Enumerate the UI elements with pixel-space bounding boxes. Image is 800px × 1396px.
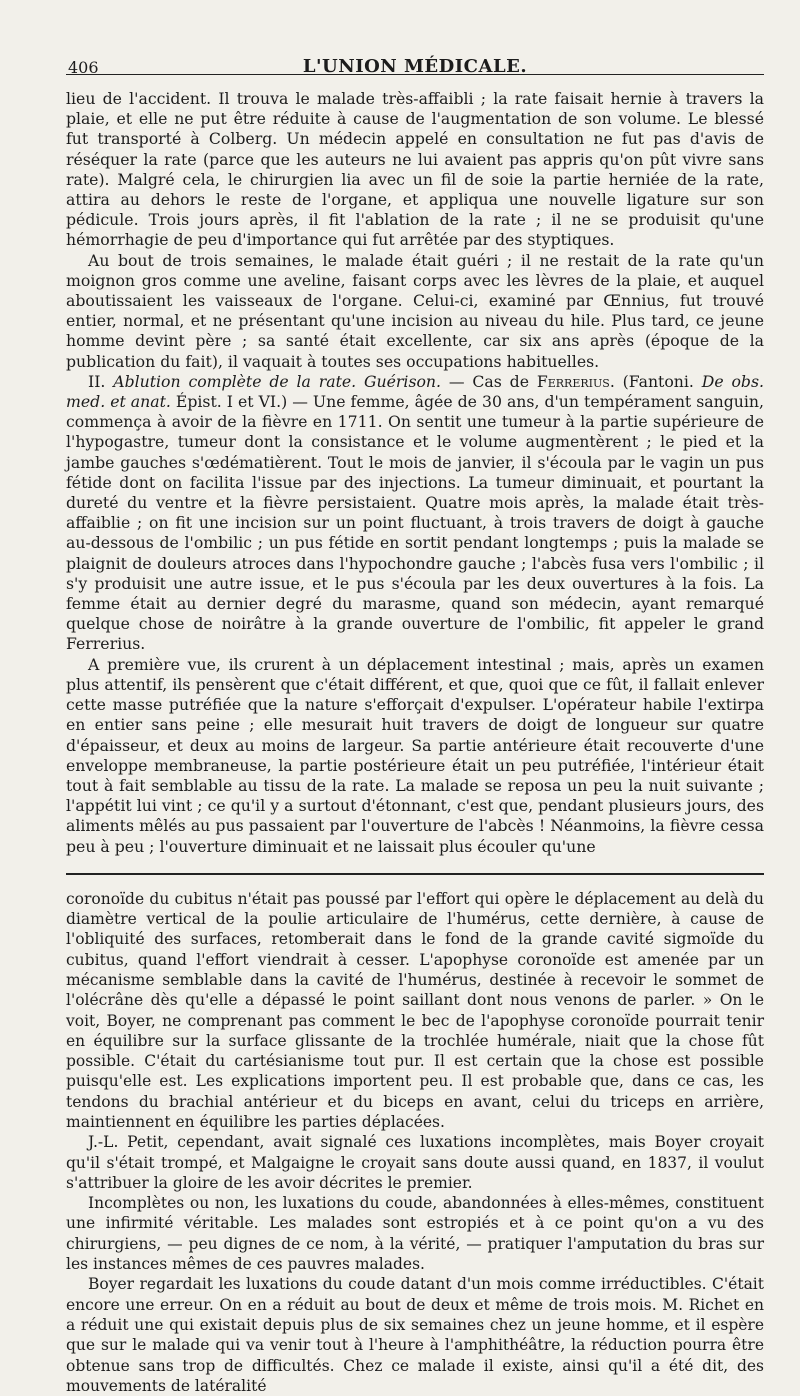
paragraph: Incomplètes ou non, les luxations du coude, abandonnées à elles-mêmes, constituent une infirmité véritable. Les malades sont estropiés et à ce point qu'on a vu des chirurgiens, — peu dignes de ce nom, à la vérité, — pratiquer l'amputation du bras sur les instances mêmes de ces pauvres malades.	[66, 1194, 764, 1274]
case-body: Épist. I et VI.) — Une femme, âgée de 30 ans, d'un tempérament sanguin, commença à avoir de la fièvre en 1711. On sentit une tumeur à la partie supérieure de l'hypogastre, tumeur dont la consistance et le volume augmentèrent ; le pied et la jambe gauches s'œdématièrent. Tout le mois de janvier, il s'écoula par le vagin un pus fétide dont on facilita l'issue par des injections. La tumeur diminuait, et pourtant la dureté du ventre et la fièvre persistaient. Quatre mois après, la malade était très-affaiblie ; on fit une incision sur un point fluctuant, à trois travers de doigt à gauche au-dessous de l'ombilic ; un pus fétide en sortit pendant longtemps ; puis la malade se plaignit de douleurs atroces dans l'hypochondre gauche ; l'abcès fusa vers l'ombilic ; il s'y produisit une autre issue, et le pus s'écoula par les deux ouvertures à la fois. La femme était au dernier degré du marasme, quand son médecin, ayant remarqué quelque chose de noirâtre à la grande ouverture de l'ombilic, fit appeler le grand Ferrerius.	[66, 392, 764, 654]
paragraph: coronoïde du cubitus n'était pas poussé par l'effort qui opère le déplacement au delà du diamètre vertical de la poulie articulaire de l'humérus, cette dernière, à cause de l'obliquité des surfaces, retomberait dans le fond de la grande cavité sigmoïde du cubitus, quand l'effort viendrait à cesser. L'apophyse coronoïde est amenée par un mécanisme semblable dans la cavité de l'humérus, destinée à recevoir le sommet de l'olécrâne dès qu'elle a dépassé le point saillant dont nous venons de parler. » On le voit, Boyer, ne comprenant pas comment le bec de l'apophyse coronoïde pourrait tenir en équilibre sur la surface glissante de la trochlée humérale, niait que la chose fût possible. C'était du cartésianisme tout pur. Il est certain que la chose est possible puisqu'elle est. Les explications importent peu. Il est probable que, dans ce cas, les tendons du brachial antérieur et du biceps en avant, celui du triceps en arrière, maintiennent en équilibre les parties déplacées.	[66, 889, 764, 1131]
section-divider	[66, 873, 764, 877]
page-number: 406	[68, 58, 99, 77]
paragraph: Au bout de trois semaines, le malade était guéri ; il ne restait de la rate qu'un moignon gros comme une aveline, faisant corps avec les lèvres de la plaie, et auquel aboutissaient les vaisseaux de l'organe. Celui-ci, examiné par Œnnius, fut trouvé entier, normal, et ne présentant qu'une incision au niveau du hile. Plus tard, ce jeune homme devint père ; sa santé était excellente, car six ans après (époque de la publication du fait), il vaquait à toutes ses occupations habituelles.	[66, 250, 764, 371]
paragraph: Boyer regardait les luxations du coude datant d'un mois comme irréductibles. C'était encore une erreur. On en a réduit au bout de deux et même de trois mois. M. Richet en a réduit une qui existait depuis plus de six semaines chez un jeune homme, et il espère que sur le malade qui va venir tout à l'heure à l'amphithéâtre, la réduction pourra être obtenue sans trop de difficultés. Chez ce malade il existe, ainsi qu'il a été dit, des mouvements de latéralité	[66, 1275, 764, 1395]
case-title: Ablution complète de la rate. Guérison.	[113, 371, 442, 391]
case-paragraph	[66, 372, 764, 655]
paragraph: lieu de l'accident. Il trouva le malade très-affaibli ; la rate faisait hernie à travers la plaie, et elle ne put être réduite à cause de l'augmentation de son volume. Le blessé fut transporté à Colberg. Un médecin appelé en consultation ne fut pas d'avis de réséquer la rate (parce que les auteurs ne lui avaient pas appris qu'on pût vivre sans rate). Malgré cela, le chirurgien lia avec un fil de soie la partie herniée de la rate, attira au dehors le reste de l'organe, et appliqua une nouvelle ligature sur son pédicule. Trois jours après, il fit l'ablation de la rate ; il ne se produisit qu'une hémorrhagie de peu d'importance qui fut arrêtée par des styptiques.	[66, 89, 764, 250]
upper-article-section	[66, 89, 764, 857]
paragraph: J.-L. Petit, cependant, avait signalé ces luxations incomplètes, mais Boyer croyait qu'il s'était trompé, et Malgaigne le croyait sans doute aussi quand, en 1837, il voulut s'attribuer la gloire de les avoir décrites le premier.	[66, 1133, 764, 1192]
case-dash: — Cas de	[441, 371, 537, 391]
case-source: . (Fantoni.	[609, 371, 702, 391]
journal-title: L'UNION MÉDICALE.	[302, 56, 528, 77]
feuilleton-section	[66, 889, 764, 1396]
running-header	[66, 44, 764, 75]
case-author: Ferrerius	[536, 371, 610, 391]
case-work-title: De obs. med. et anat.	[66, 371, 764, 412]
case-number: II.	[88, 371, 114, 391]
paragraph: A première vue, ils crurent à un déplacement intestinal ; mais, après un examen plus attentif, ils pensèrent que c'était différent, et que, quoi que ce fût, il fallait enlever cette masse putréfiée que la nature s'efforçait d'expulser. L'opérateur habile l'extirpa en entier sans peine ; elle mesurait huit travers de doigt de longueur sur quatre d'épaisseur, et deux au moins de largeur. Sa partie antérieure était recouverte d'une enveloppe membraneuse, la partie postérieure était un peu putréfiée, l'intérieur était tout à fait semblable au tissu de la rate. La malade se reposa un peu la nuit suivante ; l'appétit lui vint ; ce qu'il y a surtout d'étonnant, c'est que, pendant plusieurs jours, des aliments mêlés au pus passaient par l'ouverture de l'abcès ! Néanmoins, la fièvre cessa peu à peu ; l'ouverture diminuait et ne laissait plus écouler qu'une	[66, 654, 764, 856]
